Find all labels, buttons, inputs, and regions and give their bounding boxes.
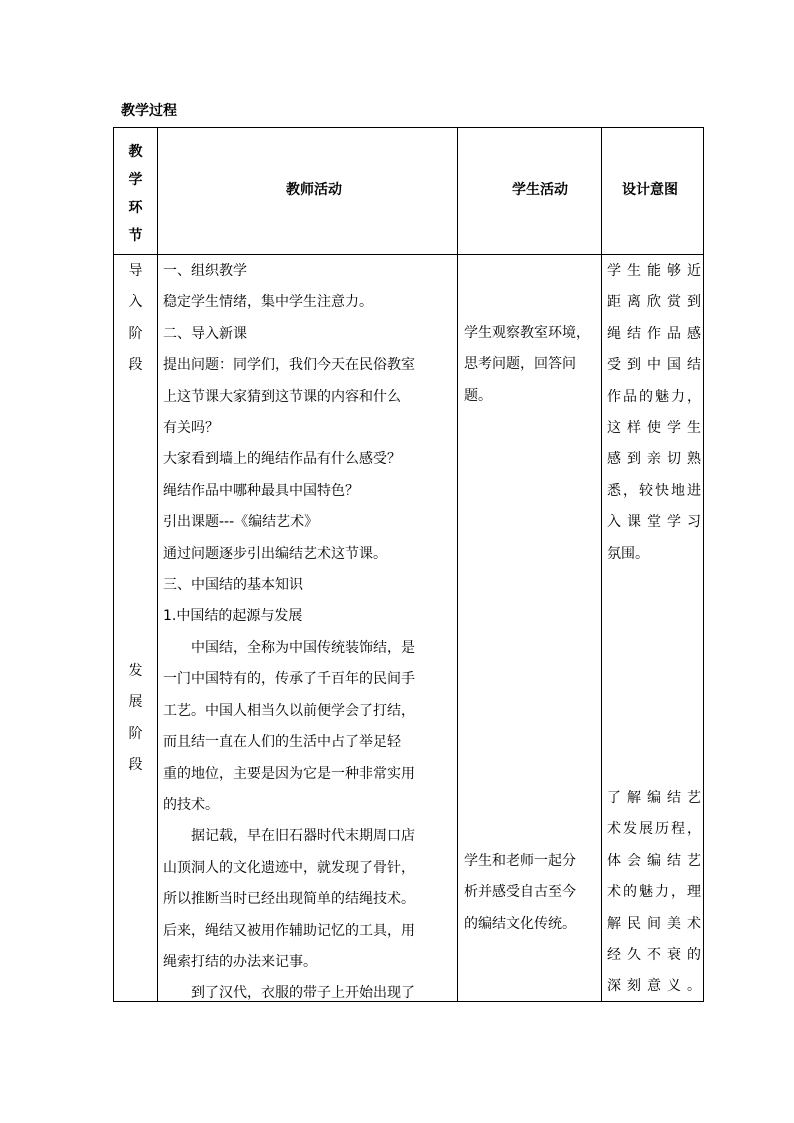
stage-char: 导: [128, 263, 143, 279]
text-line: 到了汉代，衣服的带子上开始出现了: [191, 985, 415, 1002]
text-line: 这样使学生: [607, 420, 701, 437]
header-stage: [114, 138, 157, 250]
design-intent-block-2: [607, 783, 701, 1003]
text-line: 山顶洞人的文化遗迹中，就发现了骨针，: [163, 859, 415, 876]
header-stage-char: 环: [128, 200, 143, 216]
text-line: 上这节课大家猜到这节课的内容和什么: [163, 388, 401, 405]
text-line: 中国结，全称为中国传统装饰结，是: [191, 639, 415, 656]
text-line: 绳索打结的办法来记事。: [163, 953, 317, 970]
text-line: 学生观察教室环境，: [464, 325, 590, 341]
stage-char: 阶: [128, 325, 143, 342]
text-line: 工艺。中国人相当久以前便学会了打结，: [163, 702, 415, 719]
text-line: 后来，绳结又被用作辅助记忆的工具，用: [163, 922, 415, 939]
text-line: 术发展历程，: [607, 821, 701, 838]
text-line: 了解编结艺: [607, 790, 701, 806]
text-line: 距离欣赏到: [607, 294, 701, 311]
header-teacher-activity: 教师活动: [286, 182, 342, 198]
column-divider: [457, 128, 458, 1001]
stage-intro: [114, 256, 157, 382]
teacher-activity-text: [163, 256, 455, 1010]
text-line: 入课堂学习: [607, 514, 701, 531]
stage-char: 入: [128, 294, 143, 311]
text-line: 大家看到墙上的绳结作品有什么感受？: [163, 451, 401, 468]
text-line: 的编结文化传统。: [464, 915, 576, 932]
text-line: 氛围。: [607, 545, 649, 562]
text-line: 题。: [464, 387, 492, 404]
text-line: 提出问题：同学们，我们今天在民俗教室: [163, 357, 415, 374]
text-line: 受到中国结: [607, 357, 701, 374]
text-line: 一、组织教学: [163, 263, 247, 279]
text-line: 通过问题逐步引出编结艺术这节课。: [163, 545, 387, 562]
text-line: 三、中国结的基本知识: [163, 577, 303, 594]
text-line: 深刻意义。: [607, 978, 701, 995]
header-stage-char: 学: [128, 172, 143, 188]
teaching-process-table: [113, 127, 704, 1002]
text-line: 的技术。: [163, 796, 219, 813]
text-line: 学生和老师一起分: [464, 853, 576, 869]
stage-char: 段: [128, 757, 143, 774]
text-line: 经久不衰的: [607, 947, 701, 964]
text-line: 体会编结艺: [607, 852, 701, 869]
text-line: 据记载，早在旧石器时代末期周口店: [191, 828, 415, 845]
text-line: 思考问题，回答问: [464, 356, 576, 373]
column-divider: [157, 128, 158, 1001]
column-divider: [601, 128, 602, 1001]
header-design-intent: 设计意图: [622, 182, 678, 198]
header-student-activity: 学生活动: [512, 182, 568, 198]
student-activity-block-1: [464, 318, 600, 412]
stage-char: 展: [128, 694, 143, 711]
text-line: 而且结一直在人们的生活中占了举足轻: [163, 734, 401, 751]
text-line: 作品的魅力，: [607, 388, 701, 405]
text-line: 析并感受自古至今: [464, 884, 576, 901]
stage-char: 发: [128, 663, 143, 679]
header-divider: [114, 254, 703, 255]
text-line: 重的地位，主要是因为它是一种非常实用: [163, 765, 415, 782]
text-line: 悉，较快地进: [607, 482, 701, 499]
text-line: 解民间美术: [607, 915, 701, 932]
text-line: 感到亲切熟: [607, 451, 701, 468]
text-line: 所以推断当时已经出现简单的结绳技术。: [163, 891, 415, 908]
stage-char: 阶: [128, 725, 143, 742]
stage-char: 段: [128, 357, 143, 374]
section-title: 教学过程: [121, 103, 177, 119]
text-line: 稳定学生情绪，集中学生注意力。: [163, 294, 373, 311]
design-intent-block-1: [607, 256, 701, 570]
text-line: 二、导入新课: [163, 325, 247, 342]
text-line: 有关吗？: [163, 420, 219, 437]
text-line: 引出课题---《编结艺术》: [163, 514, 319, 531]
text-line: 1.中国结的起源与发展: [163, 608, 303, 625]
student-activity-block-2: [464, 846, 600, 940]
text-line: 绳结作品感: [607, 325, 701, 342]
text-line: 学生能够近: [607, 263, 701, 279]
text-line: 术的魅力，理: [607, 884, 701, 901]
header-stage-char: 节: [128, 228, 143, 244]
header-stage-char: 教: [128, 144, 143, 160]
text-line: 一门中国特有的，传承了千百年的民间手: [163, 671, 415, 688]
text-line: 绳结作品中哪种最具中国特色？: [163, 482, 359, 499]
stage-develop: [114, 656, 157, 782]
